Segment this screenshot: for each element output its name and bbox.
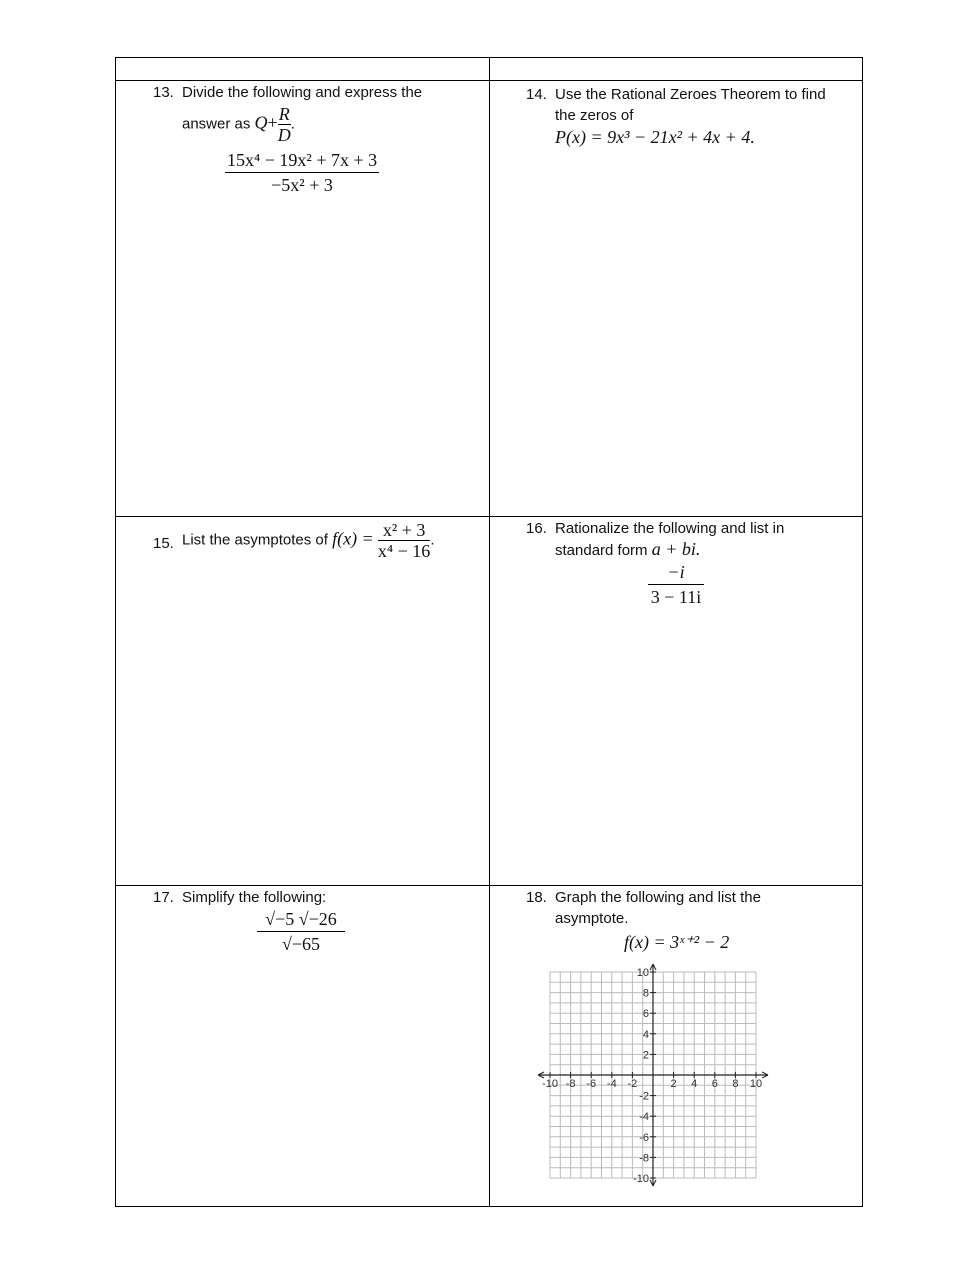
x-tick-label: 8	[732, 1078, 739, 1090]
problem-text-line	[182, 520, 434, 561]
quotient-symbol: Q	[254, 112, 268, 133]
row-divider-1	[116, 516, 862, 517]
y-tick-label: 6	[642, 1008, 649, 1021]
coordinate-grid-svg[interactable]	[536, 962, 818, 1198]
y-tick-label: 10	[636, 967, 649, 979]
standard-form-label: standard form	[555, 542, 648, 559]
problem-text: Rationalize the following and list in	[555, 520, 785, 537]
denominator: √−65	[281, 934, 321, 954]
divisor-symbol: D	[277, 125, 291, 145]
coordinate-grid[interactable]	[536, 962, 818, 1203]
y-tick-label: -6	[639, 1131, 649, 1144]
function-name: f(x) =	[332, 528, 374, 549]
complex-fraction	[648, 560, 704, 609]
header-row-divider	[116, 80, 862, 81]
x-tick-label: -8	[565, 1078, 576, 1090]
period: .	[430, 531, 435, 549]
problem-number: 15.	[153, 535, 174, 552]
problem-text-line2: the zeros of	[555, 107, 634, 124]
problem-number: 14.	[526, 86, 547, 103]
y-tick-label: 2	[642, 1049, 649, 1062]
x-tick-label: -4	[606, 1078, 617, 1090]
polynomial-expression: P(x) = 9x³ − 21x² + 4x + 4.	[555, 127, 755, 147]
y-tick-label: -2	[639, 1090, 649, 1103]
exponential-function: f(x) = 3ˣ⁺² − 2	[624, 932, 730, 952]
numerator: x² + 3	[378, 520, 430, 541]
dividend: 15x⁴ − 19x² + 7x + 3	[225, 148, 379, 173]
x-tick-label: 10	[749, 1078, 763, 1090]
problem-16	[526, 518, 856, 618]
column-divider	[489, 58, 490, 1206]
problem-text-line2: asymptote.	[555, 910, 629, 927]
y-tick-label: -10	[633, 1173, 649, 1185]
x-tick-label: -10	[542, 1078, 558, 1090]
problem-text: Simplify the following:	[182, 889, 327, 906]
radical-fraction	[257, 907, 345, 956]
x-tick-label: -2	[627, 1078, 638, 1090]
x-tick-label: 4	[691, 1078, 698, 1090]
problem-15	[153, 520, 483, 580]
problem-18	[526, 887, 856, 957]
problem-13	[153, 82, 483, 202]
y-tick-label: -4	[639, 1111, 649, 1124]
answer-format	[182, 104, 295, 145]
problem-text: List the asymptotes of	[182, 531, 328, 549]
y-tick-label: -8	[639, 1152, 649, 1165]
standard-form-expr: a + bi.	[651, 539, 701, 559]
plus-sign: +	[267, 112, 278, 133]
rational-function	[378, 520, 430, 561]
y-tick-label: 8	[642, 987, 649, 1000]
problem-number: 17.	[153, 889, 174, 906]
divisor: −5x² + 3	[271, 175, 333, 195]
denominator: 3 − 11i	[650, 587, 702, 607]
problem-14	[526, 84, 856, 164]
answer-as-label: answer as	[182, 115, 251, 133]
standard-form-line	[555, 539, 700, 561]
x-tick-label: -6	[586, 1078, 597, 1090]
problem-number: 16.	[526, 520, 547, 537]
division-fraction	[225, 148, 379, 197]
numerator: −i	[648, 560, 704, 585]
y-tick-label: 4	[642, 1028, 649, 1041]
denominator: x⁴ − 16	[377, 541, 431, 561]
row-divider-2	[116, 885, 862, 886]
problem-text: Divide the following and express the	[182, 84, 423, 101]
problem-number: 18.	[526, 889, 547, 906]
numerator: √−5 √−26	[257, 907, 345, 932]
problem-number: 13.	[153, 84, 174, 101]
x-tick-label: 6	[711, 1078, 718, 1090]
remainder-over-divisor	[278, 104, 291, 145]
remainder-symbol: R	[278, 104, 290, 124]
x-tick-label: 2	[670, 1078, 677, 1090]
period: .	[290, 115, 295, 133]
problem-text: Graph the following and list the	[555, 889, 761, 906]
problem-17	[153, 887, 483, 967]
problem-text: Use the Rational Zeroes Theorem to find	[555, 86, 826, 103]
